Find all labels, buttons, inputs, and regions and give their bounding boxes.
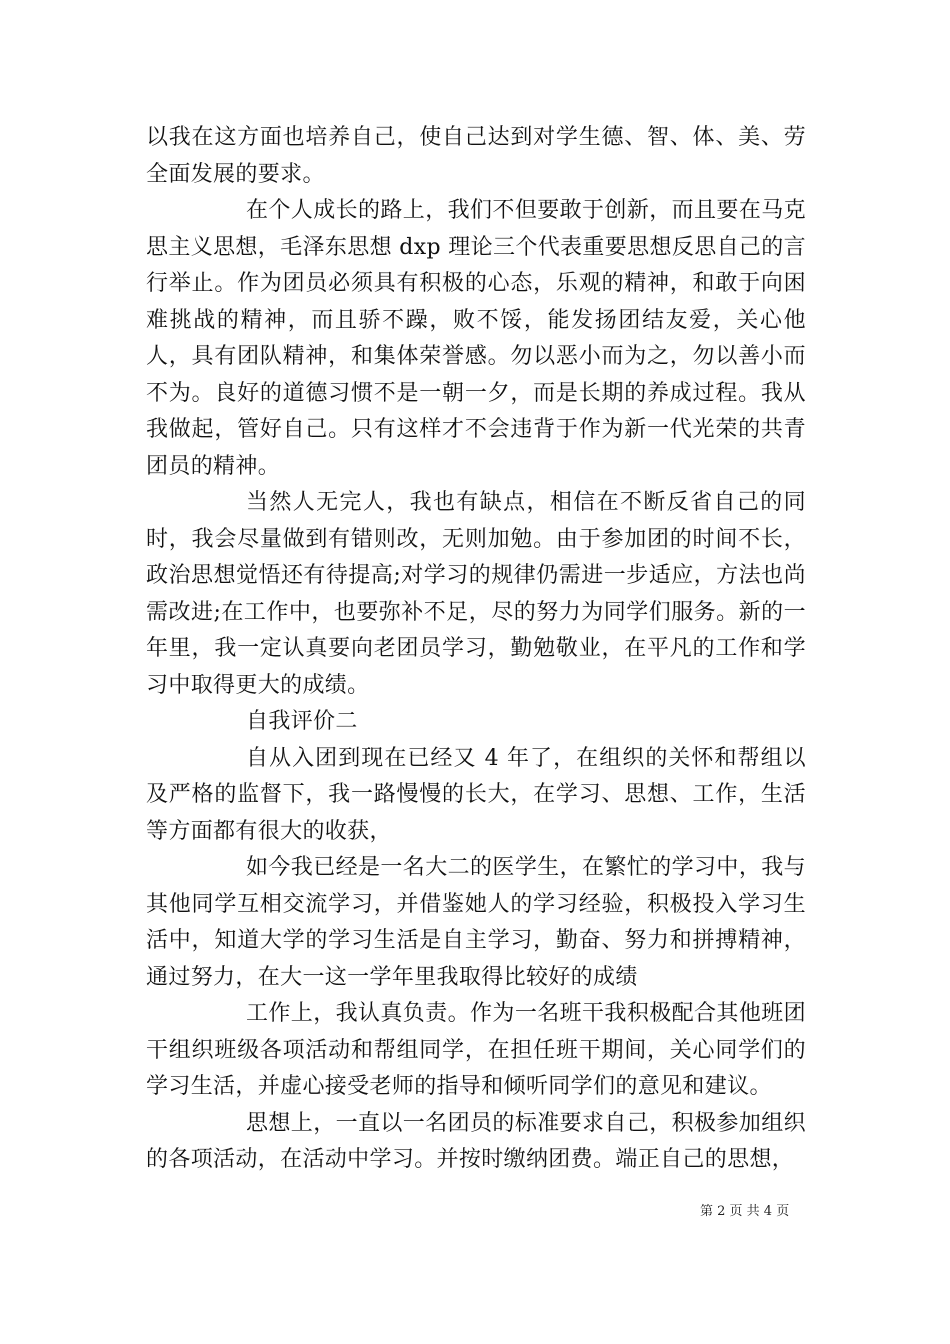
paragraph-work: 工作上，我认真负责。作为一名班干我积极配合其他班团干组织班级各项活动和帮组同学，在担任班干期间，关心同学们的学习生活，并虚心接受老师的指导和倾听同学们的意见和建议。 [146, 1001, 806, 1099]
paragraph-since-joining: 自从入团到现在已经又 4 年了，在组织的关怀和帮组以及严格的监督下，我一路慢慢的长大，在学习、思想、工作，生活等方面都有很大的收获， [146, 745, 806, 844]
page-number-footer: 第 2 页 共 4 页 [700, 1204, 790, 1219]
paragraph-thought: 思想上，一直以一名团员的标准要求自己，积极参加组织的各项活动，在活动中学习。并按时缴纳团费。端正自己的思想， [146, 1110, 806, 1172]
document-body [146, 120, 806, 1179]
section-heading-self-evaluation-two: 自我评价二 [246, 709, 358, 734]
paragraph-continuation: 以我在这方面也培养自己，使自己达到对学生德、智、体、美、劳全面发展的要求。 [146, 125, 806, 187]
paragraph-personal-growth: 在个人成长的路上，我们不但要敢于创新，而且要在马克思主义思想，毛泽东思想 dxp 理论三个代表重要思想反思自己的言行举止。作为团员必须具有积极的心态，乐观的精神，和敢于向困难挑战的精神，而且骄不躁，败不馁，能发扬团结友爱，关心他人，具有团队精神，和集体荣誉感。勿以恶小而为之，勿以善小而不为。良好的道德习惯不是一朝一夕，而是长期的养成过程。我从我做起，管好自己。只有这样才不会违背于作为新一代光荣的共青团员的精神。 [146, 198, 806, 479]
paragraph-shortcomings: 当然人无完人，我也有缺点，相信在不断反省自己的同时，我会尽量做到有错则改，无则加勉。由于参加团的时间不长，政治思想觉悟还有待提高;对学习的规律仍需进一步适应，方法也尚需改进;在工作中，也要弥补不足，尽的努力为同学们服务。新的一年里，我一定认真要向老团员学习，勤勉敬业，在平凡的工作和学习中取得更大的成绩。 [146, 490, 806, 698]
paragraph-study: 如今我已经是一名大二的医学生，在繁忙的学习中，我与其他同学互相交流学习，并借鉴她人的学习经验，积极投入学习生活中，知道大学的学习生活是自主学习，勤奋、努力和拼搏精神，通过努力，在大一这一学年里我取得比较好的成绩 [146, 855, 806, 990]
